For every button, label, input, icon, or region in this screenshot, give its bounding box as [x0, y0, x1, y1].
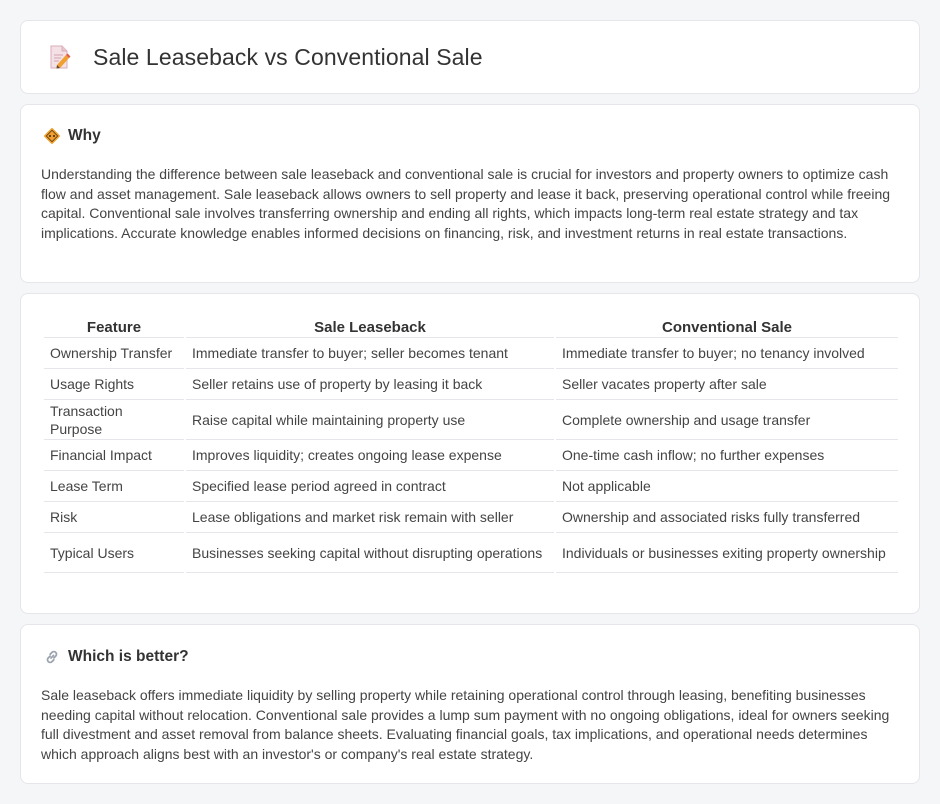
better-heading: [43, 648, 189, 666]
row-feature: Usage Rights: [44, 369, 184, 400]
row-feature: Risk: [44, 502, 184, 533]
title-row: [45, 43, 483, 71]
why-card: [20, 104, 920, 283]
document-pencil-icon: [45, 43, 73, 71]
row-feature: Transaction Purpose: [44, 400, 184, 440]
table-row: [44, 400, 898, 440]
table-row: [44, 338, 898, 369]
table-row: [44, 471, 898, 502]
row-conventional-sale: Not applicable: [556, 471, 898, 502]
table-row: [44, 440, 898, 471]
column-header-feature: Feature: [44, 315, 184, 338]
row-sale-leaseback: Specified lease period agreed in contract: [186, 471, 554, 502]
why-title: Why: [68, 127, 101, 144]
row-sale-leaseback: Immediate transfer to buyer; seller becomes tenant: [186, 338, 554, 369]
row-sale-leaseback: Raise capital while maintaining property use: [186, 400, 554, 440]
row-feature: Financial Impact: [44, 440, 184, 471]
row-conventional-sale: Individuals or businesses exiting property ownership: [556, 533, 898, 573]
row-sale-leaseback: Businesses seeking capital without disrupting operations: [186, 533, 554, 573]
title-card: [20, 20, 920, 94]
page-title: Sale Leaseback vs Conventional Sale: [93, 43, 483, 70]
row-feature: Ownership Transfer: [44, 338, 184, 369]
comparison-card: [20, 293, 920, 614]
why-heading: [43, 127, 101, 145]
diamond-sign-icon: [43, 127, 61, 145]
column-header-sale-leaseback: Sale Leaseback: [186, 315, 554, 338]
row-conventional-sale: One-time cash inflow; no further expenses: [556, 440, 898, 471]
better-card: [20, 624, 920, 784]
table-row: [44, 502, 898, 533]
row-sale-leaseback: Improves liquidity; creates ongoing lease expense: [186, 440, 554, 471]
comparison-table: [42, 315, 900, 573]
why-paragraph: Understanding the difference between sale leaseback and conventional sale is crucial for investors and property owners to optimize cash flow and asset management. Sale leaseback allows owners to sell property and lease it back, preserving operational control while freeing capital. Conventional sale involves transferring ownership and ending all rights, which impacts long-term real estate strategy and tax implications. Accurate knowledge enables informed decisions on financing, risk, and investment returns in real estate transactions.: [41, 166, 891, 241]
row-sale-leaseback: Seller retains use of property by leasing it back: [186, 369, 554, 400]
row-feature: Lease Term: [44, 471, 184, 502]
row-conventional-sale: Ownership and associated risks fully transferred: [556, 502, 898, 533]
row-conventional-sale: Complete ownership and usage transfer: [556, 400, 898, 440]
row-conventional-sale: Seller vacates property after sale: [556, 369, 898, 400]
better-paragraph: Sale leaseback offers immediate liquidity by selling property while retaining operational control through leasing, benefiting businesses needing capital without relocation. Conventional sale provides a lump sum payment with no ongoing obligations, ideal for owners seeking full divestment and asset removal from balance sheets. Evaluating financial goals, tax implications, and operational needs determines which approach aligns best with an investor's or company's real estate strategy.: [41, 687, 890, 762]
table-row: [44, 533, 898, 573]
link-icon: [43, 648, 61, 666]
table-header-row: [44, 315, 898, 338]
better-title: Which is better?: [68, 648, 189, 665]
row-sale-leaseback: Lease obligations and market risk remain with seller: [186, 502, 554, 533]
table-row: [44, 369, 898, 400]
row-feature: Typical Users: [44, 533, 184, 573]
column-header-conventional-sale: Conventional Sale: [556, 315, 898, 338]
row-conventional-sale: Immediate transfer to buyer; no tenancy involved: [556, 338, 898, 369]
